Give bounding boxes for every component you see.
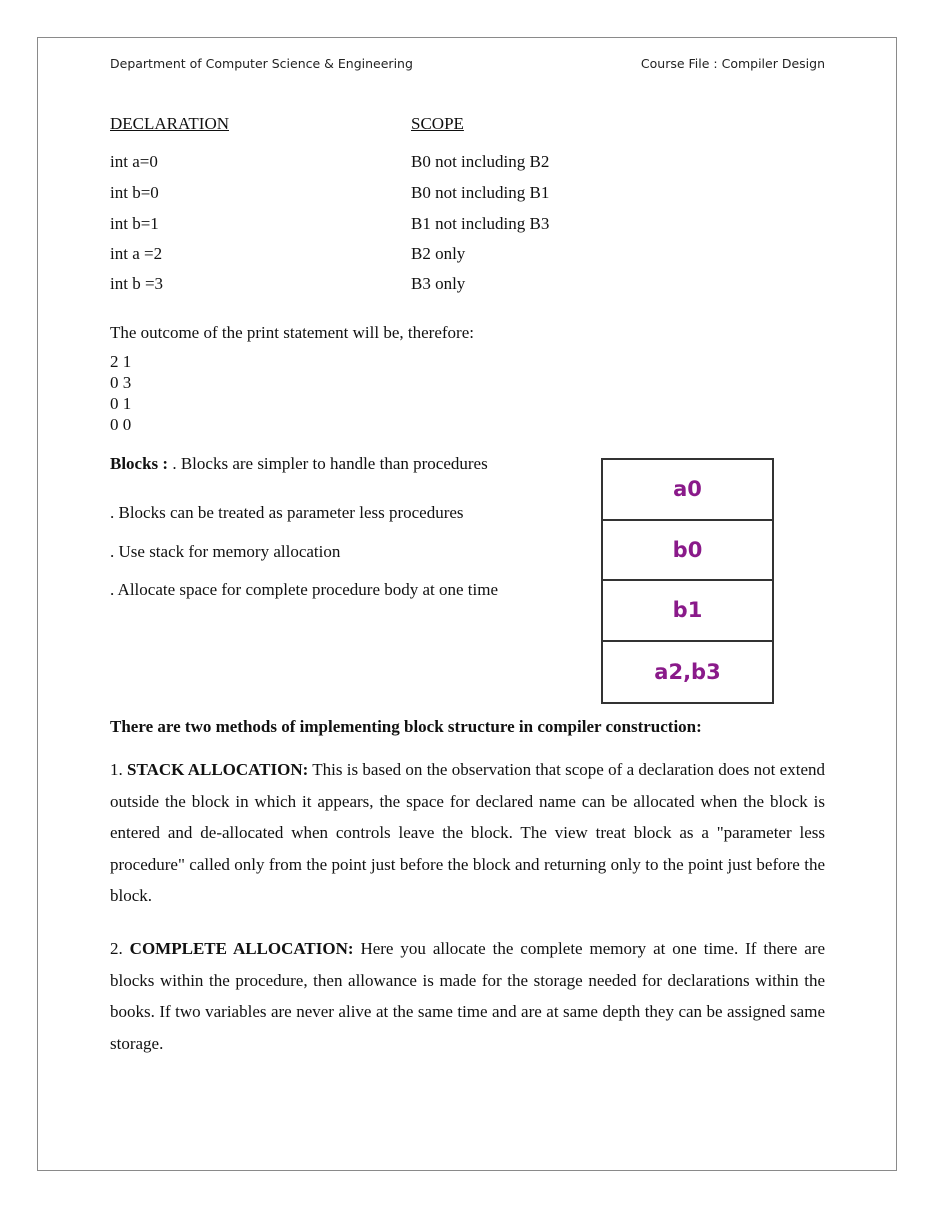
outcome-line: 2 1 xyxy=(110,352,132,371)
declaration-header: DECLARATION xyxy=(110,114,229,133)
complete-allocation-number: 2. xyxy=(110,939,130,958)
methods-heading: There are two methods of implementing block structure in compiler construction: xyxy=(110,717,702,736)
blocks-first-point: . Blocks are simpler to handle than procedures xyxy=(168,454,488,473)
declaration-cell: int a =2 xyxy=(110,244,163,263)
stack-cell: b1 xyxy=(603,581,772,642)
scope-table-row xyxy=(110,244,610,268)
complete-allocation-paragraph xyxy=(110,933,825,1059)
outcome-line: 0 3 xyxy=(110,373,132,392)
stack-allocation-body: This is based on the observation that scope of a declaration does not extend outside the block in which it appears, the space for declared name can be allocated when the block is entered and de-allocated when controls leave the block. The view treat block as a "parameter less procedure" called only from the point just before the block and returning only to the point just before the block. xyxy=(110,760,825,905)
blocks-label: Blocks : xyxy=(110,454,169,473)
scope-cell: B0 not including B2 xyxy=(411,152,550,171)
scope-table-row xyxy=(110,214,610,238)
outcome-line: 0 0 xyxy=(110,415,132,434)
scope-table-row xyxy=(110,183,610,207)
scope-table-row xyxy=(110,274,610,298)
outcome-intro: The outcome of the print statement will be, therefore: xyxy=(110,323,474,342)
stack-cell: b0 xyxy=(603,521,772,582)
stack-diagram xyxy=(601,458,774,704)
complete-allocation-body: Here you allocate the complete memory at one time. If there are blocks within the procedure, then allowance is made for the storage needed for declarations within the books. If two variables are never alive at the same time and are at same depth they can be assigned same storage. xyxy=(110,939,826,1053)
stack-allocation-paragraph xyxy=(110,754,825,912)
declaration-cell: int a=0 xyxy=(110,152,158,171)
blocks-point: . Blocks can be treated as parameter less procedures xyxy=(110,503,464,522)
scope-cell: B0 not including B1 xyxy=(411,183,550,202)
header-course-file: Course File : Compiler Design xyxy=(640,56,825,71)
declaration-cell: int b=1 xyxy=(110,214,159,233)
blocks-intro xyxy=(110,454,488,474)
scope-cell: B2 only xyxy=(411,244,466,263)
blocks-point: . Use stack for memory allocation xyxy=(110,542,341,561)
declaration-cell: int b=0 xyxy=(110,183,159,202)
declaration-cell: int b =3 xyxy=(110,274,164,293)
complete-allocation-title: COMPLETE ALLOCATION: xyxy=(129,939,354,958)
stack-allocation-number: 1. xyxy=(110,760,128,779)
header-department: Department of Computer Science & Engineering xyxy=(110,56,413,71)
outcome-line: 0 1 xyxy=(110,394,132,413)
blocks-point: . Allocate space for complete procedure body at one time xyxy=(110,580,499,599)
scope-cell: B3 only xyxy=(411,274,466,293)
stack-allocation-title: STACK ALLOCATION: xyxy=(127,760,309,779)
scope-table-row xyxy=(110,152,610,176)
stack-cell: a2,b3 xyxy=(654,659,721,684)
stack-cell: a0 xyxy=(603,460,772,521)
scope-header: SCOPE xyxy=(411,114,464,133)
scope-cell: B1 not including B3 xyxy=(411,214,550,233)
